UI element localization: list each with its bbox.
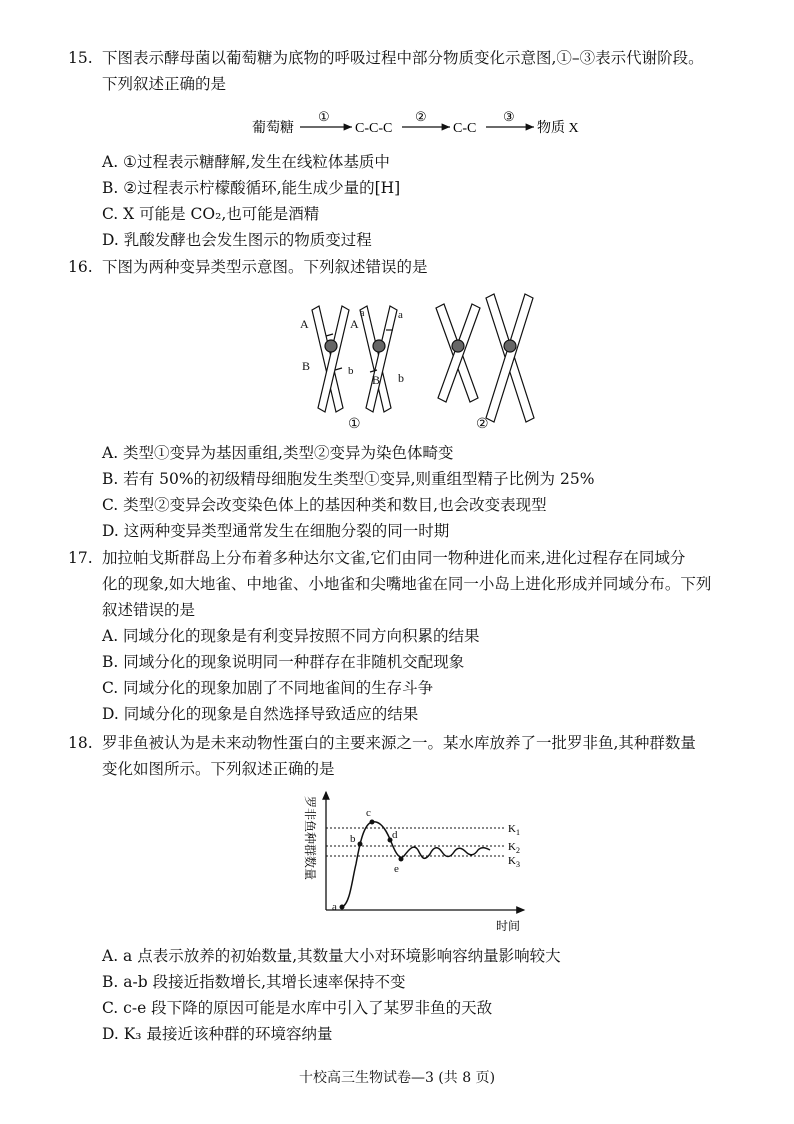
question-number-18: 18. (68, 734, 93, 752)
stage-2-label: ② (415, 109, 427, 124)
allele-b-mid: b (348, 365, 354, 377)
y-axis-label: 罗非鱼种群数量 (303, 796, 317, 881)
question-15-stem-line-1: 下图表示酵母菌以葡萄糖为底物的呼吸过程中部分物质变化示意图,①–③表示代谢阶段。 (102, 49, 704, 67)
q18-option-c: C. c-e 段下降的原因可能是水库中引入了某罗非鱼的天敌 (102, 999, 493, 1017)
q18-option-a: A. a 点表示放养的初始数量,其数量大小对环境影响容纳量影响较大 (102, 947, 561, 965)
chromosome-type2-short (436, 304, 480, 402)
point-d-label: d (392, 829, 398, 841)
point-e (399, 857, 404, 862)
glucose-label: 葡萄糖 (252, 121, 294, 136)
point-c (370, 820, 375, 825)
substance-x-label: 物质 X (537, 121, 579, 136)
crossover-pair-right (360, 306, 397, 412)
point-a-label: a (332, 901, 337, 913)
question-number-15: 15. (68, 49, 93, 67)
allele-a-top-1: a (360, 308, 365, 319)
stage-1-label: ① (318, 109, 330, 124)
question-number-17: 17. (68, 549, 93, 567)
respiration-pathway-diagram (250, 108, 580, 140)
k1-label: $K_1$ (508, 823, 520, 837)
allele-A-left: A (300, 317, 309, 331)
question-15-stem-line-2: 下列叙述正确的是 (102, 75, 227, 93)
question-16-stem: 下图为两种变异类型示意图。下列叙述错误的是 (102, 258, 428, 276)
point-a (340, 905, 345, 910)
allele-b-right: b (398, 371, 404, 385)
q15-option-c: C. X 可能是 CO₂,也可能是酒精 (102, 205, 320, 223)
question-18-stem-line-2: 变化如图所示。下列叙述正确的是 (102, 760, 335, 778)
q15-option-b: B. ②过程表示柠檬酸循环,能生成少量的[H] (102, 179, 401, 197)
population-curve (342, 822, 490, 907)
page-footer: 十校高三生物试卷—3 (共 8 页) (298, 1070, 496, 1086)
x-axis-label: 时间 (496, 919, 521, 933)
q17-option-d: D. 同域分化的现象是自然选择导致适应的结果 (102, 705, 419, 723)
q17-option-a: A. 同域分化的现象是有利变异按照不同方向积累的结果 (102, 627, 480, 645)
crossover-pair-left (312, 306, 349, 412)
q16-option-c: C. 类型②变异会改变染色体上的基因种类和数目,也会改变表现型 (102, 496, 547, 514)
allele-a-top-2: a (398, 309, 403, 321)
point-b (358, 842, 363, 847)
question-17-stem-line-1: 加拉帕戈斯群岛上分布着多种达尔文雀,它们由同一物种进化而来,进化过程存在同域分 (102, 549, 686, 567)
q18-option-b: B. a-b 段接近指数增长,其增长速率保持不变 (102, 973, 406, 991)
question-17-stem-line-3: 叙述错误的是 (102, 601, 196, 619)
pyruvate-label: C-C-C (355, 121, 393, 136)
k3-label: $K_3$ (508, 855, 520, 869)
chromosome-variation-figure (296, 290, 546, 440)
point-c-label: c (366, 807, 371, 819)
q17-option-b: B. 同域分化的现象说明同一种群存在非随机交配现象 (102, 653, 465, 671)
question-17-stem-line-2: 化的现象,如大地雀、中地雀、小地雀和尖嘴地雀在同一小岛上进化形成并同域分布。下列 (102, 575, 712, 593)
allele-B-mid: B (372, 373, 381, 387)
population-growth-chart (296, 784, 546, 934)
k2-label: $K_2$ (508, 841, 520, 855)
q15-option-d: D. 乳酸发酵也会发生图示的物质变过程 (102, 231, 372, 249)
type-2-label: ② (476, 417, 489, 432)
allele-A-mid: A (350, 317, 359, 331)
type-1-label: ① (348, 417, 361, 432)
q16-option-b: B. 若有 50%的初级精母细胞发生类型①变异,则重组型精子比例为 25% (102, 470, 595, 488)
q16-option-a: A. 类型①变异为基因重组,类型②变异为染色体畸变 (102, 444, 454, 462)
q17-option-c: C. 同域分化的现象加剧了不同地雀间的生存斗争 (102, 679, 434, 697)
two-carbon-label: C-C (453, 121, 477, 136)
q15-option-a: A. ①过程表示糖酵解,发生在线粒体基质中 (102, 153, 390, 171)
q18-option-d: D. K₃ 最接近该种群的环境容纳量 (102, 1025, 333, 1043)
stage-3-label: ③ (503, 109, 515, 124)
chromosome-type2-long (486, 294, 534, 422)
q16-option-d: D. 这两种变异类型通常发生在细胞分裂的同一时期 (102, 522, 450, 540)
point-b-label: b (350, 833, 356, 845)
question-number-16: 16. (68, 258, 93, 276)
point-e-label: e (394, 863, 399, 875)
question-18-stem-line-1: 罗非鱼被认为是未来动物性蛋白的主要来源之一。某水库放养了一批罗非鱼,其种群数量 (102, 734, 696, 752)
allele-B-left: B (302, 359, 311, 373)
